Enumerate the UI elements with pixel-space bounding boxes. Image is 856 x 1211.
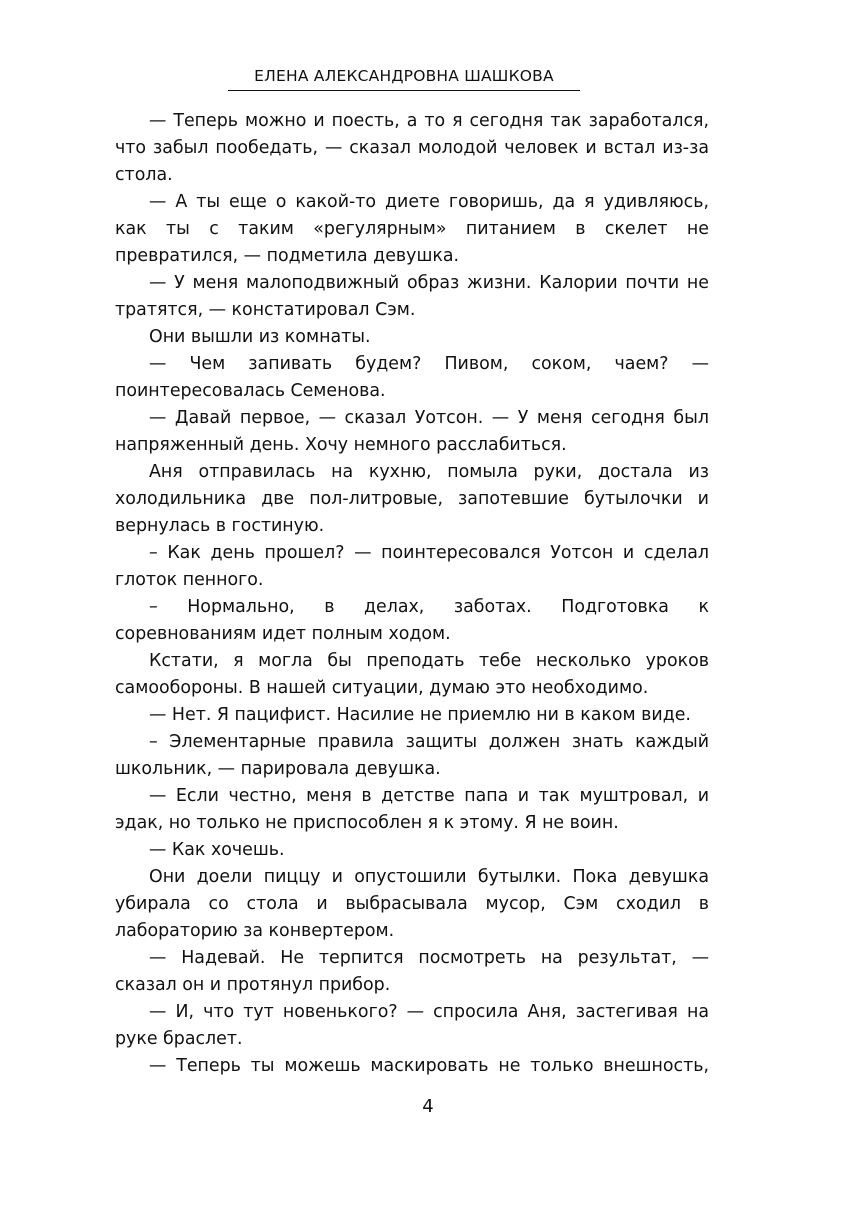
paragraph: — Чем запивать будем? Пивом, соком, чаем? — поинтересовалась Семенова.	[115, 354, 709, 401]
paragraph: Они доели пиццу и опустошили бутылки. Пока девушка убирала со стола и выбрасывала мусор, Сэм сходил в лабораторию за конвертером.	[115, 867, 709, 941]
paragraph: — У меня малоподвижный образ жизни. Калории почти не тратятся, — констатировал Сэм.	[115, 273, 709, 320]
paragraph: — Давай первое, — сказал Уотсон. — У меня сегодня был напряженный день. Хочу немного расслабиться.	[115, 408, 709, 455]
paragraph: — Как хочешь.	[149, 840, 285, 860]
paragraph: Аня отправилась на кухню, помыла руки, достала из холодильника две пол-литровые, запотевшие бутылочки и вернулась в гостиную.	[115, 462, 709, 536]
paragraph: Они вышли из комнаты.	[149, 327, 371, 347]
paragraph: — Надевай. Не терпится посмотреть на результат, — сказал он и протянул прибор.	[115, 948, 709, 995]
paragraph: – Нормально, в делах, заботах. Подготовка к соревнованиям идет полным ходом.	[115, 597, 709, 644]
paragraph: — И, что тут новенького? — спросила Аня, застегивая на руке браслет.	[115, 1002, 709, 1049]
paragraph: — Теперь можно и поесть, а то я сегодня так заработался, что забыл пообедать, — сказал молодой человек и встал из-за стола.	[115, 111, 709, 185]
paragraph: — Теперь ты можешь маскировать не только внешность,	[149, 1056, 709, 1076]
paragraph: — А ты еще о какой-то диете говоришь, да я удивляюсь, как ты с таким «регулярным» питанием в скелет не превратился, — подметила девушка.	[115, 192, 709, 266]
page-number: 4	[422, 1096, 434, 1117]
body-text	[115, 108, 709, 1080]
paragraph: – Элементарные правила защиты должен знать каждый школьник, — парировала девушка.	[115, 732, 709, 779]
paragraph: — Нет. Я пацифист. Насилие не приемлю ни в каком виде.	[149, 705, 691, 725]
paragraph: Кстати, я могла бы преподать тебе несколько уроков самообороны. В нашей ситуации, думаю это необходимо.	[115, 651, 709, 698]
running-header: ЕЛЕНА АЛЕКСАНДРОВНА ШАШКОВА	[228, 66, 580, 91]
paragraph: – Как день прошел? — поинтересовался Уотсон и сделал глоток пенного.	[115, 543, 709, 590]
paragraph: — Если честно, меня в детстве папа и так муштровал, и эдак, но только не приспособлен я к этому. Я не воин.	[115, 786, 709, 833]
